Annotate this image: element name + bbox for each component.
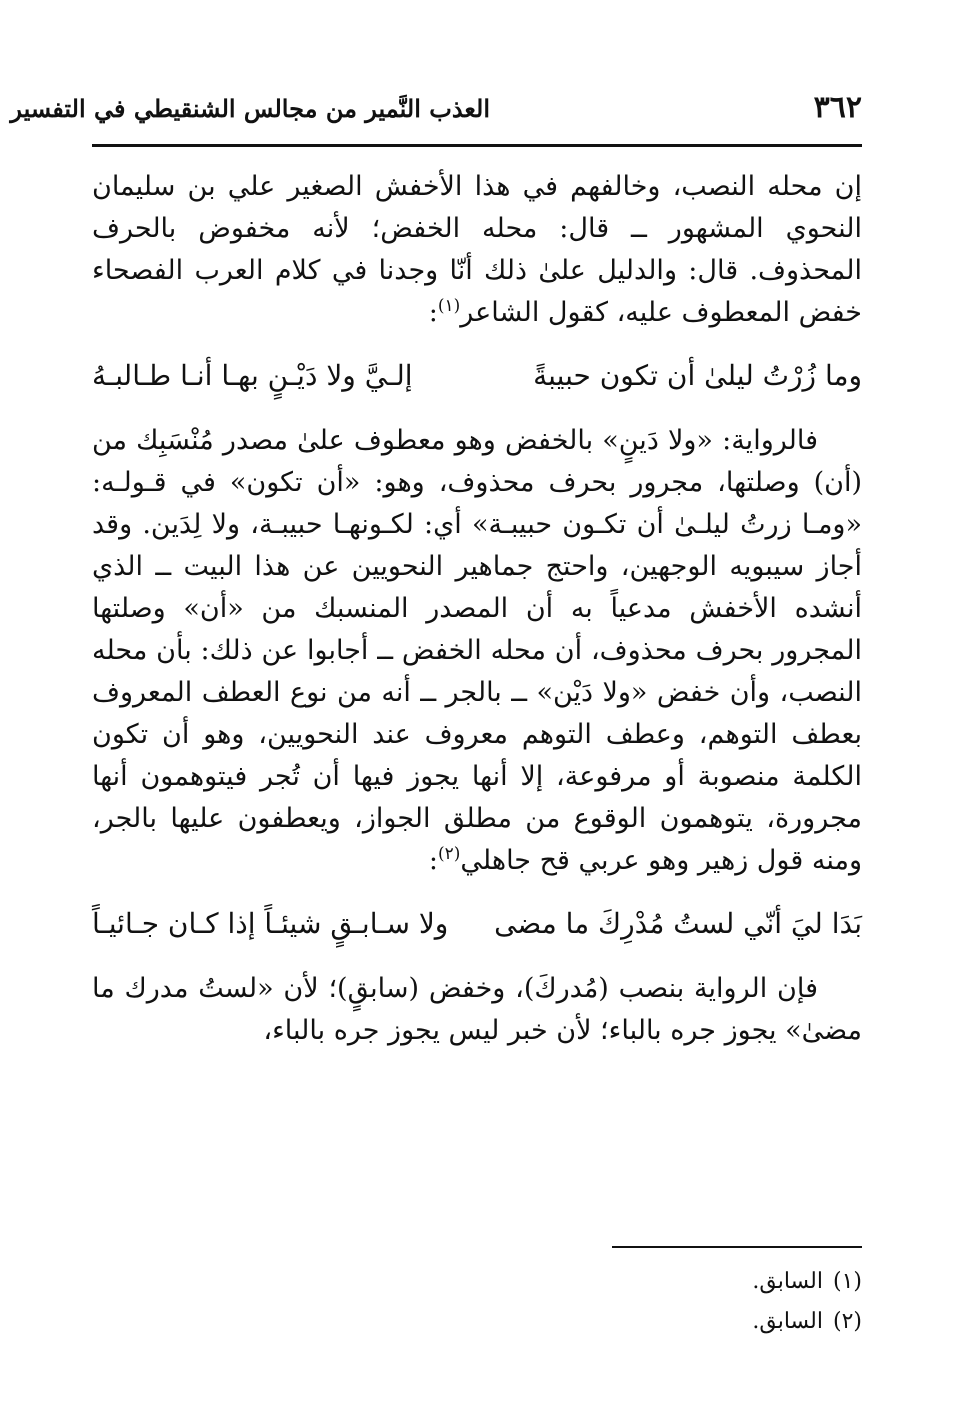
verse-2	[92, 902, 862, 946]
footnote-1	[92, 1262, 862, 1302]
footnote-number: (٢)	[832, 1309, 862, 1334]
running-title: العذب النَّمير من مجالس الشنقيطي في التفسير	[10, 94, 490, 123]
verse-2-second-hemistich: ولا سـابـقٍ شيئـاً إذا كـان جـائيـاً	[92, 907, 449, 940]
verse-1-first-hemistich: وما زُرْتُ ليلىٰ أن تكون حبيبةً	[533, 359, 862, 392]
paragraph-3: فإن الرواية بنصب (مُدركَ)، وخفض (سابقٍ)؛ لأن «لستُ مدرك ما مضىٰ» يجوز جره بالباء؛ لأن خبر ليس يجوز جره بالباء،	[92, 973, 862, 1046]
paragraph-2-tail: :	[428, 845, 438, 876]
page-number: ٣٦٢	[813, 90, 862, 125]
main-text	[92, 166, 862, 1052]
footnote-2	[92, 1302, 862, 1342]
paragraph-1-tail: :	[428, 297, 438, 328]
paragraph-1-text: إن محله النصب، وخالفهم في هذا الأخفش الصغير علي بن سليمان النحوي المشهور ــ قال: محله الخفض؛ لأنه مخفوض بالحرف المحذوف. قال: والدليل علىٰ ذلك أنّا وجدنا في كلام العرب الفصحاء خفض المعطوف عليه، كقول الشاعر	[92, 171, 862, 328]
paragraph-1	[92, 166, 862, 334]
footnote-number: (١)	[832, 1269, 862, 1294]
footnotes	[92, 1262, 862, 1342]
footnote-ref-2: (٢)	[437, 844, 461, 864]
paragraph-2-text: فالرواية: «ولا دَينٍ» بالخفض وهو معطوف علىٰ مصدر مُنْسَبِك من (أن) وصلتها، مجرور بحرف محذوف، وهو: «أن تكون» في قـولـه: «ومـا زرتُ ليلـىٰ أن تكـون حبيبـة» أي: لكـونهـا حبيبـة، ولا لِدَين. وقد أجاز سيبويه الوجهين، واحتج جماهير النحويين عن هذا البيت ــ الذي أنشده الأخفش مدعياً به أن المصدر المنسبك من «أن» وصلتها المجرور بحرف محذوف، أن محله الخفض ــ أجابوا عن ذلك: بأن محله النصب، وأن خفض «ولا دَيْن» ــ بالجر ــ أنه من نوع العطف المعروف بعطف التوهم، وعطف التوهم معروف عند النحويين، وهو أن تكون الكلمة منصوبة أو مرفوعة، إلا أنها يجوز فيها أن تُجر فيتوهمون أنها مجرورة، يتوهمون الوقوع من مطلق الجواز، ويعطفون عليها بالجر، ومنه قول زهير وهو عربي قح جاهلي	[92, 425, 862, 876]
footnote-text: السابق.	[752, 1269, 823, 1294]
verse-1-second-hemistich: إلـيَّ ولا دَيْـنٍ بهـا أنـا طـالبـهُ	[92, 359, 413, 392]
paragraph-2	[92, 420, 862, 882]
page-header	[10, 86, 862, 147]
verse-1	[92, 354, 862, 398]
footnote-ref-1: (١)	[437, 296, 461, 316]
verse-2-first-hemistich: بَدَا ليَ أنّي لستُ مُدْرِكَ ما مضى	[494, 907, 862, 940]
footnote-divider	[612, 1246, 862, 1248]
footnote-text: السابق.	[752, 1309, 823, 1334]
